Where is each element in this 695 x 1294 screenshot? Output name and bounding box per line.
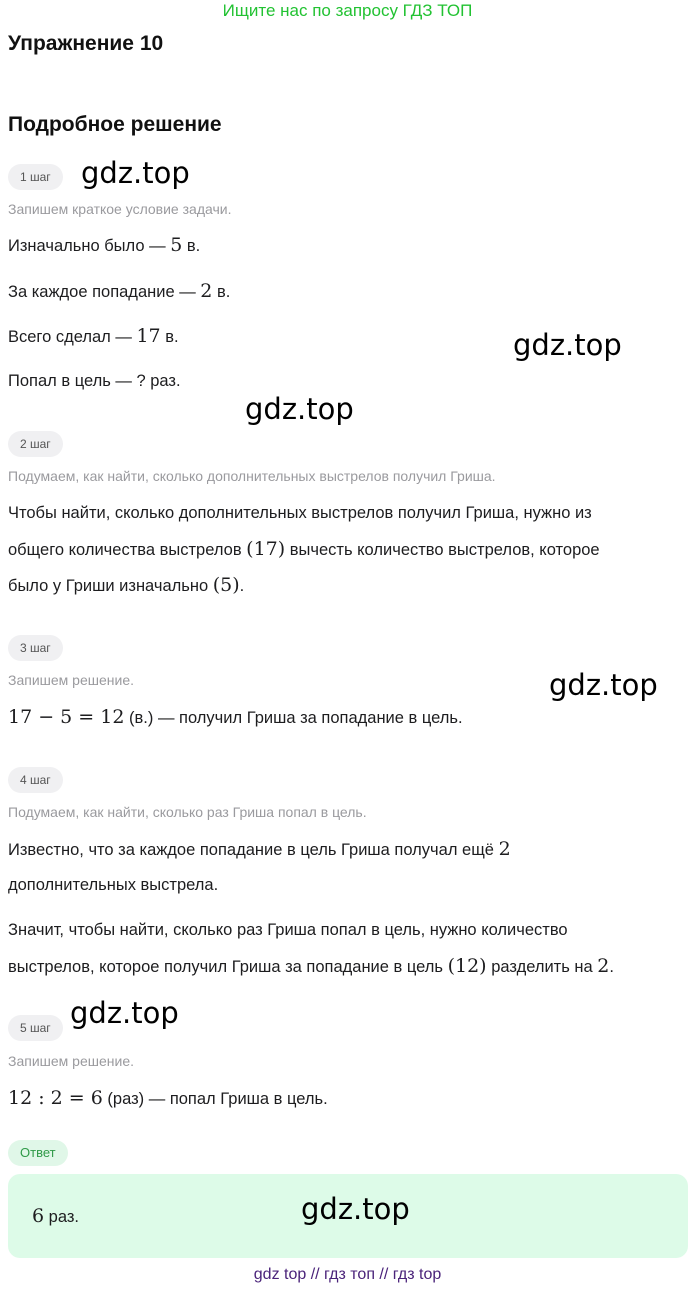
watermark: gdz.top (549, 668, 658, 702)
step-4-badge: 4 шаг (8, 767, 63, 793)
step-1-line: Всего сделал — 17 в. (8, 325, 179, 347)
step-4-line: дополнительных выстрела. (8, 876, 219, 894)
step-3-badge: 3 шаг (8, 635, 63, 661)
step-4-line: Значит, чтобы найти, сколько раз Гриша попал в цель, нужно количество (8, 921, 568, 939)
step-1-line: За каждое попадание — 2 в. (8, 280, 231, 302)
answer-badge: Ответ (8, 1140, 68, 1166)
watermark: gdz.top (245, 392, 354, 426)
search-hint-banner: Ищите нас по запросу ГДЗ ТОП (222, 1, 473, 20)
watermark: gdz.top (70, 996, 179, 1030)
step-1-hint: Запишем краткое условие задачи. (8, 201, 232, 217)
watermark: gdz.top (301, 1192, 410, 1226)
step-4-line: выстрелов, которое получил Гриша за попадание в цель (12) разделить на 2. (8, 955, 614, 977)
step-2-line: было у Гриши изначально (5). (8, 574, 245, 596)
footer-links[interactable]: gdz top // гдз топ // гдз top (253, 1266, 442, 1283)
step-1-line: Попал в цель — ? раз. (8, 372, 181, 390)
section-title: Подробное решение (8, 113, 222, 136)
step-3-hint: Запишем решение. (8, 672, 134, 688)
step-4-hint: Подумаем, как найти, сколько раз Гриша попал в цель. (8, 804, 367, 820)
step-1-badge: 1 шаг (8, 164, 63, 190)
step-2-line: общего количества выстрелов (17) вычесть количество выстрелов, которое (8, 538, 600, 560)
step-5-solution: 12 : 2 = 6 (раз) — попал Гриша в цель. (8, 1087, 328, 1109)
step-2-line: Чтобы найти, сколько дополнительных выстрелов получил Гриша, нужно из (8, 504, 592, 522)
step-2-badge: 2 шаг (8, 431, 63, 457)
step-4-line: Известно, что за каждое попадание в цель Гриша получал ещё 2 (8, 838, 511, 860)
answer-text: 6 раз. (32, 1205, 79, 1227)
watermark: gdz.top (513, 328, 622, 362)
page-title: Упражнение 10 (8, 32, 164, 55)
watermark: gdz.top (81, 156, 190, 190)
step-5-hint: Запишем решение. (8, 1053, 134, 1069)
step-2-hint: Подумаем, как найти, сколько дополнительных выстрелов получил Гриша. (8, 468, 496, 484)
step-1-line: Изначально было — 5 в. (8, 234, 201, 256)
step-3-solution: 17 − 5 = 12 (в.) — получил Гриша за попадание в цель. (8, 706, 463, 728)
step-5-badge: 5 шаг (8, 1015, 63, 1041)
